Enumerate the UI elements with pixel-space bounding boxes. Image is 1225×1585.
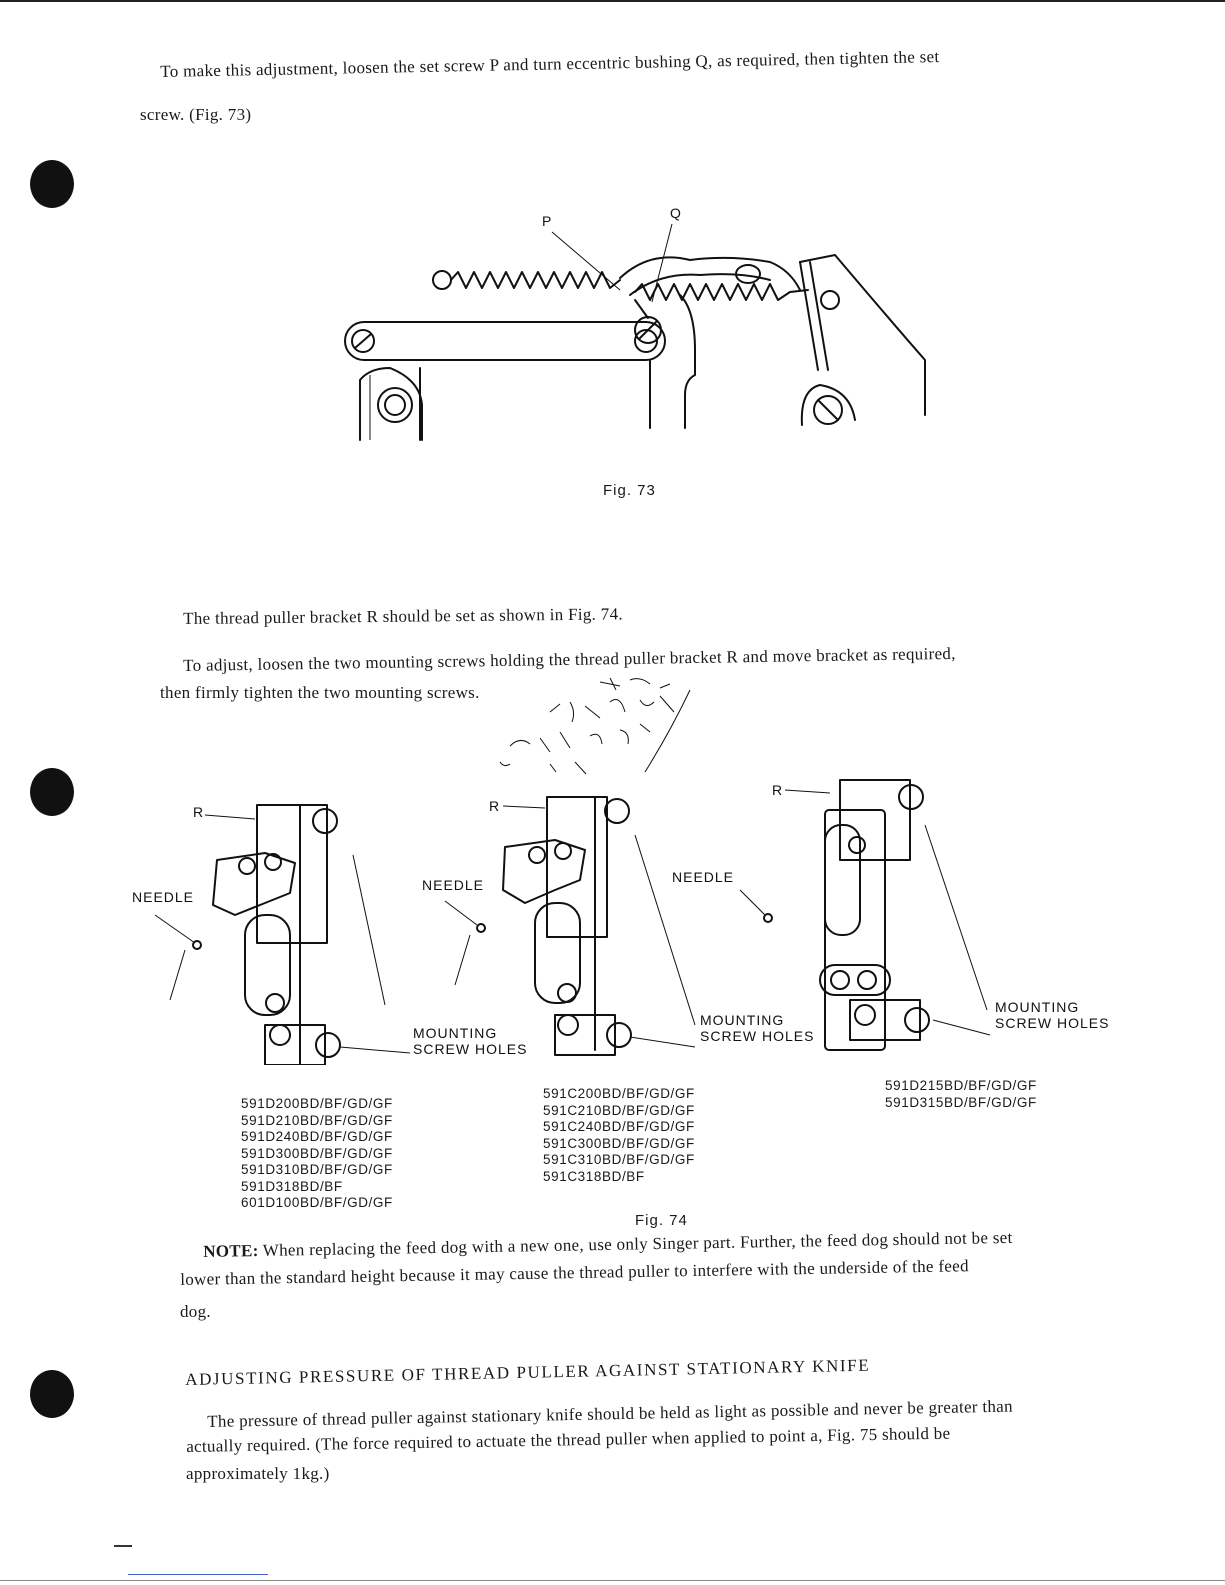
margin-mark — [114, 1545, 132, 1547]
fig74-models-right — [885, 1078, 1037, 1111]
fig74-label-screw-holes-right: SCREW HOLES — [995, 1015, 1110, 1031]
fig74-label-mounting-left: MOUNTING — [413, 1025, 498, 1041]
fig73-drawing — [330, 200, 950, 460]
fig74-diagram-center — [422, 797, 814, 1055]
model-right-1: 591D215BD/BF/GD/GF — [885, 1078, 1037, 1093]
fig74-label-needle-center: NEEDLE — [422, 877, 485, 893]
fig73-caption: Fig. 73 — [603, 482, 656, 499]
fig74-label-screw-holes-center: SCREW HOLES — [700, 1028, 815, 1044]
binder-hole-3 — [30, 1370, 74, 1418]
fig74-diagram-right — [672, 780, 1109, 1050]
fig74-caption: Fig. 74 — [635, 1212, 688, 1229]
model-left-6: 591D318BD/BF — [241, 1178, 343, 1194]
model-center-1: 591C200BD/BF/GD/GF — [543, 1086, 695, 1101]
bottom-border — [0, 1580, 1225, 1581]
adjust-paragraph-line1: To adjust, loosen the two mounting screws holding the thread puller bracket R and move bracket as required, — [183, 643, 956, 675]
intro-paragraph-line2: screw. (Fig. 73) — [140, 105, 252, 124]
note-label: NOTE: — [203, 1241, 259, 1261]
fig74-label-needle-right: NEEDLE — [672, 869, 735, 885]
model-center-2: 591C210BD/BF/GD/GF — [543, 1102, 695, 1118]
model-left-2: 591D210BD/BF/GD/GF — [241, 1112, 393, 1128]
fig74-label-r-right: R — [772, 782, 784, 798]
model-right-2: 591D315BD/BF/GD/GF — [885, 1094, 1037, 1110]
fig74-label-r-center: R — [489, 798, 501, 814]
handwritten-scribble — [490, 672, 720, 782]
fig74-diagram-left — [132, 804, 527, 1065]
bracket-paragraph: The thread puller bracket R should be set as shown in Fig. 74. — [183, 604, 623, 628]
scan-artifact-line — [128, 1574, 268, 1575]
top-border — [0, 0, 1225, 2]
section-line1: The pressure of thread puller against stationary knife should be held as light as possible and never be greater than — [207, 1396, 1013, 1431]
model-center-4: 591C300BD/BF/GD/GF — [543, 1135, 695, 1151]
fig74-label-mounting-right: MOUNTING — [995, 999, 1080, 1015]
section-line2: actually required. (The force required to actuate the thread puller when applied to point a, Fig. 75 should be — [186, 1423, 951, 1456]
section-line3: approximately 1kg.) — [186, 1464, 330, 1483]
fig74-models-left — [241, 1096, 393, 1212]
model-left-3: 591D240BD/BF/GD/GF — [241, 1129, 393, 1144]
section-heading: ADJUSTING PRESSURE OF THREAD PULLER AGAINST STATIONARY KNIFE — [185, 1355, 871, 1389]
note-line3: dog. — [180, 1302, 211, 1321]
fig74-label-needle-left: NEEDLE — [132, 889, 195, 905]
binder-hole-2 — [30, 768, 74, 816]
fig73-label-p: P — [542, 213, 553, 229]
fig74-drawing — [125, 775, 1125, 1065]
fig73-label-q: Q — [670, 205, 682, 221]
model-center-5: 591C310BD/BF/GD/GF — [543, 1152, 695, 1167]
fig74-label-screw-holes-left: SCREW HOLES — [413, 1041, 528, 1057]
model-left-7: 601D100BD/BF/GD/GF — [241, 1195, 393, 1210]
binder-hole-1 — [30, 160, 74, 208]
model-left-5: 591D310BD/BF/GD/GF — [241, 1162, 393, 1177]
fig74-label-mounting-center: MOUNTING — [700, 1012, 785, 1028]
model-left-1: 591D200BD/BF/GD/GF — [241, 1096, 393, 1111]
note-text-1: When replacing the feed dog with a new one, use only Singer part. Further, the feed dog should not be set — [262, 1227, 1013, 1260]
fig74-models-center — [543, 1086, 695, 1185]
model-center-3: 591C240BD/BF/GD/GF — [543, 1119, 695, 1134]
model-left-4: 591D300BD/BF/GD/GF — [241, 1145, 393, 1161]
note-line2: lower than the standard height because it may cause the thread puller to interfere with the underside of the feed — [180, 1256, 969, 1289]
model-center-6: 591C318BD/BF — [543, 1168, 645, 1184]
fig74-label-r-left: R — [193, 804, 205, 820]
intro-paragraph-line1: To make this adjustment, loosen the set screw P and turn eccentric bushing Q, as required, then tighten the set — [160, 47, 940, 81]
adjust-paragraph-line2: then firmly tighten the two mounting screws. — [160, 683, 480, 702]
